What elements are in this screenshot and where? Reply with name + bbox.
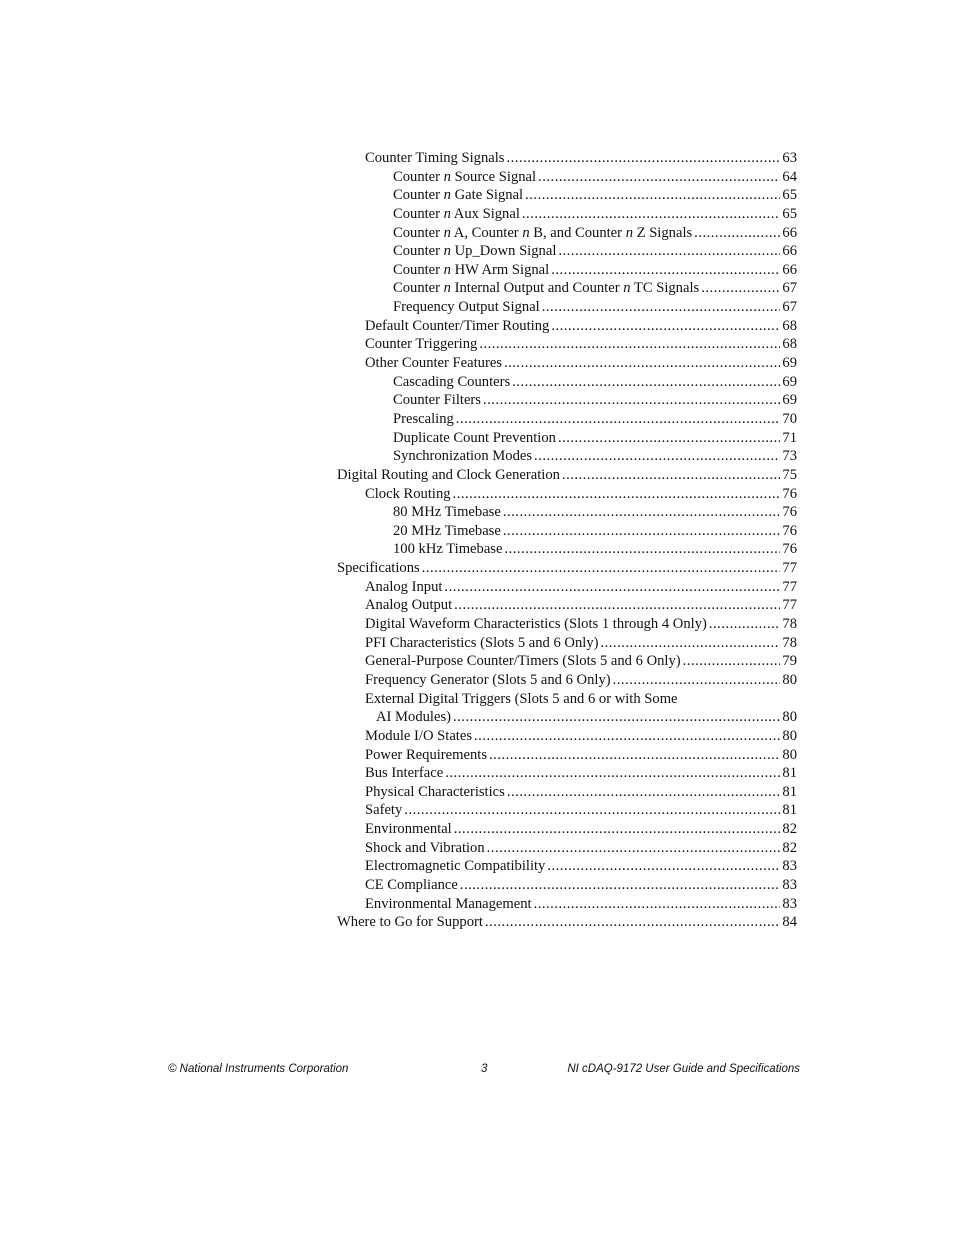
toc-entry[interactable]	[337, 466, 797, 485]
toc-leader-dots	[534, 447, 780, 466]
toc-leader-dots	[454, 820, 781, 839]
toc-entry[interactable]	[337, 801, 797, 820]
toc-entry[interactable]	[337, 429, 797, 448]
toc-leader-dots	[547, 857, 780, 876]
toc-leader-dots	[701, 279, 780, 298]
toc-leader-dots	[709, 615, 781, 634]
toc-entry[interactable]	[337, 540, 797, 559]
toc-entry-title: Electromagnetic Compatibility	[365, 858, 546, 875]
toc-entry-title: External Digital Triggers (Slots 5 and 6 or with Some	[365, 690, 678, 707]
toc-entry-title: Default Counter/Timer Routing	[365, 317, 550, 334]
toc-entry[interactable]	[337, 335, 797, 354]
toc-entry-title: General-Purpose Counter/Timers (Slots 5 and 6 Only)	[365, 653, 681, 670]
toc-entry-page: 83	[782, 876, 797, 893]
toc-entry-page: 66	[782, 224, 797, 241]
toc-entry-page: 78	[782, 616, 797, 633]
toc-leader-dots	[445, 764, 780, 783]
toc-entry-page: 76	[782, 541, 797, 558]
toc-entry[interactable]	[337, 857, 797, 876]
toc-entry-page: 67	[782, 299, 797, 316]
toc-entry[interactable]	[337, 447, 797, 466]
toc-entry-page: 77	[782, 560, 797, 577]
toc-entry-page: 76	[782, 485, 797, 502]
footer-page-number: 3	[481, 1063, 488, 1075]
toc-entry-title: Module I/O States	[365, 727, 473, 744]
toc-entry[interactable]	[337, 522, 797, 541]
toc-entry-title: Power Requirements	[365, 746, 487, 763]
toc-leader-dots	[562, 466, 780, 485]
toc-entry-page: 66	[782, 261, 797, 278]
toc-entry[interactable]	[337, 634, 797, 653]
toc-entry-title: 20 MHz Timebase	[393, 522, 501, 539]
toc-entry-title: Counter Timing Signals	[365, 150, 505, 166]
toc-entry-page: 67	[782, 280, 797, 297]
toc-entry[interactable]	[337, 764, 797, 783]
toc-entry-page: 78	[782, 634, 797, 651]
toc-entry-title: AI Modules)	[376, 709, 451, 726]
toc-entry[interactable]	[337, 261, 797, 280]
toc-leader-dots	[504, 354, 780, 373]
toc-entry[interactable]	[337, 671, 797, 690]
toc-entry-title: Cascading Counters	[393, 373, 511, 390]
toc-entry[interactable]	[337, 391, 797, 410]
toc-leader-dots	[504, 540, 780, 559]
toc-entry-page: 80	[782, 671, 797, 688]
toc-leader-dots	[551, 261, 780, 280]
toc-leader-dots	[474, 727, 780, 746]
toc-entry-page: 81	[782, 802, 797, 819]
toc-leader-dots	[507, 783, 781, 802]
toc-entry-page: 83	[782, 895, 797, 912]
toc-entry-title: Counter Filters	[393, 392, 481, 409]
toc-leader-dots	[404, 801, 780, 820]
page-footer	[168, 1060, 800, 1080]
toc-leader-dots	[558, 429, 780, 448]
toc-entry-title: Shock and Vibration	[365, 839, 485, 856]
toc-entry-page: 68	[782, 317, 797, 334]
toc-leader-dots	[453, 485, 781, 504]
toc-entry[interactable]	[337, 746, 797, 765]
toc-entry-title: Where to Go for Support	[337, 914, 483, 931]
toc-entry-title: PFI Characteristics (Slots 5 and 6 Only)	[365, 634, 599, 651]
toc-entry-title: Other Counter Features	[365, 355, 502, 372]
toc-entry[interactable]	[337, 913, 797, 932]
toc-entry[interactable]	[337, 783, 797, 802]
toc-entry[interactable]	[337, 727, 797, 746]
toc-entry[interactable]	[337, 578, 797, 597]
toc-entry[interactable]	[337, 820, 797, 839]
toc-entry[interactable]	[337, 205, 797, 224]
toc-entry-title: Counter n Source Signal	[393, 168, 537, 185]
toc-entry-page: 77	[782, 578, 797, 595]
toc-entry[interactable]	[337, 559, 797, 578]
toc-entry-title: Duplicate Count Prevention	[393, 429, 556, 446]
toc-entry[interactable]	[337, 596, 797, 615]
toc-entry-page: 84	[782, 914, 797, 931]
toc-entry[interactable]	[337, 895, 797, 914]
toc-leader-dots	[512, 373, 780, 392]
toc-entry[interactable]	[337, 876, 797, 895]
toc-leader-dots	[683, 652, 781, 671]
toc-entry-title: Specifications	[337, 560, 420, 577]
toc-entry-page: 76	[782, 504, 797, 521]
toc-entry-page: 69	[782, 373, 797, 390]
toc-leader-dots	[487, 839, 781, 858]
toc-entry-title: CE Compliance	[365, 876, 458, 893]
toc-entry-page: 68	[782, 336, 797, 353]
toc-entry-title: Synchronization Modes	[393, 448, 533, 465]
toc-entry[interactable]	[337, 373, 797, 392]
toc-entry[interactable]	[337, 298, 797, 317]
toc-entry-page: 77	[782, 597, 797, 614]
toc-entry[interactable]	[337, 279, 797, 298]
toc-entry-title: Counter n Aux Signal	[393, 205, 520, 222]
toc-leader-dots	[460, 876, 781, 895]
toc-entry-page: 76	[782, 522, 797, 539]
toc-entry-page: 82	[782, 839, 797, 856]
toc-entry-title: 80 MHz Timebase	[393, 504, 501, 521]
toc-entry-page: 65	[782, 187, 797, 204]
toc-leader-dots	[503, 503, 781, 522]
toc-entry[interactable]	[337, 410, 797, 429]
table-of-contents	[337, 149, 797, 932]
toc-entry-page: 80	[782, 746, 797, 763]
toc-entry-title: Digital Routing and Clock Generation	[337, 466, 560, 483]
toc-entry[interactable]	[337, 168, 797, 187]
toc-leader-dots	[503, 522, 781, 541]
toc-entry[interactable]	[337, 708, 797, 727]
toc-entry[interactable]	[337, 242, 797, 261]
toc-entry[interactable]	[337, 690, 797, 709]
toc-entry-title: Environmental Management	[365, 895, 532, 912]
toc-entry-page: 66	[782, 243, 797, 260]
toc-entry-title: Counter n Internal Output and Counter n TC Signals	[393, 280, 700, 297]
toc-leader-dots	[542, 298, 781, 317]
toc-leader-dots	[456, 410, 781, 429]
toc-leader-dots	[453, 708, 780, 727]
toc-entry-title: Analog Output	[365, 597, 453, 614]
toc-entry-page: 64	[782, 168, 797, 185]
toc-entry-title: Counter n Gate Signal	[393, 187, 524, 204]
toc-leader-dots	[522, 205, 781, 224]
toc-leader-dots	[600, 634, 780, 653]
toc-leader-dots	[694, 224, 780, 243]
toc-leader-dots	[479, 335, 780, 354]
toc-entry-page: 80	[782, 727, 797, 744]
toc-entry-title: Prescaling	[393, 410, 454, 427]
toc-entry-title: Frequency Generator (Slots 5 and 6 Only)	[365, 671, 611, 688]
toc-leader-dots	[506, 149, 780, 168]
toc-entry-page: 65	[782, 205, 797, 222]
toc-entry-title: 100 kHz Timebase	[393, 541, 503, 558]
toc-entry-page: 81	[782, 783, 797, 800]
toc-entry-page: 83	[782, 858, 797, 875]
toc-leader-dots	[551, 317, 780, 336]
toc-entry-page: 82	[782, 821, 797, 838]
toc-entry[interactable]	[337, 839, 797, 858]
toc-entry-page: 75	[782, 466, 797, 483]
toc-entry-title: Counter n Up_Down Signal	[393, 243, 557, 260]
toc-entry-title: Clock Routing	[365, 485, 451, 502]
toc-entry-title: Frequency Output Signal	[393, 299, 540, 316]
toc-entry-title: Counter n A, Counter n B, and Counter n Z Signals	[393, 224, 693, 241]
toc-leader-dots	[534, 895, 781, 914]
toc-leader-dots	[613, 671, 781, 690]
toc-leader-dots	[558, 242, 780, 261]
toc-entry-page: 73	[782, 448, 797, 465]
toc-leader-dots	[538, 168, 780, 187]
toc-leader-dots	[489, 746, 780, 765]
toc-entry-title: Counter n HW Arm Signal	[393, 261, 550, 278]
toc-entry-page: 70	[782, 410, 797, 427]
footer-copyright: © National Instruments Corporation	[168, 1063, 349, 1075]
toc-entry-page: 71	[782, 429, 797, 446]
toc-entry-page: 80	[782, 709, 797, 726]
toc-leader-dots	[525, 186, 780, 205]
toc-leader-dots	[444, 578, 780, 597]
toc-entry[interactable]	[337, 224, 797, 243]
toc-entry[interactable]	[337, 317, 797, 336]
toc-entry-page: 81	[782, 765, 797, 782]
toc-entry[interactable]	[337, 485, 797, 504]
toc-entry-page: 69	[782, 392, 797, 409]
toc-entry[interactable]	[337, 149, 797, 168]
footer-document-title: NI cDAQ-9172 User Guide and Specifications	[567, 1063, 800, 1075]
toc-entry-title: Safety	[365, 802, 403, 819]
toc-entry[interactable]	[337, 503, 797, 522]
toc-leader-dots	[485, 913, 781, 932]
toc-leader-dots	[454, 596, 780, 615]
toc-entry[interactable]	[337, 615, 797, 634]
toc-entry[interactable]	[337, 652, 797, 671]
toc-entry-title: Physical Characteristics	[365, 783, 505, 800]
toc-entry-page: 79	[782, 653, 797, 670]
toc-entry-title: Bus Interface	[365, 765, 444, 782]
toc-leader-dots	[483, 391, 780, 410]
toc-entry-title: Analog Input	[365, 578, 443, 595]
toc-entry[interactable]	[337, 186, 797, 205]
toc-entry-page: 69	[782, 355, 797, 372]
toc-entry[interactable]	[337, 354, 797, 373]
toc-entry-title: Digital Waveform Characteristics (Slots 1 through 4 Only)	[365, 616, 707, 633]
toc-leader-dots	[422, 559, 781, 578]
toc-entry-page: 63	[782, 150, 797, 166]
toc-entry-title: Counter Triggering	[365, 336, 478, 353]
toc-entry-title: Environmental	[365, 821, 452, 838]
